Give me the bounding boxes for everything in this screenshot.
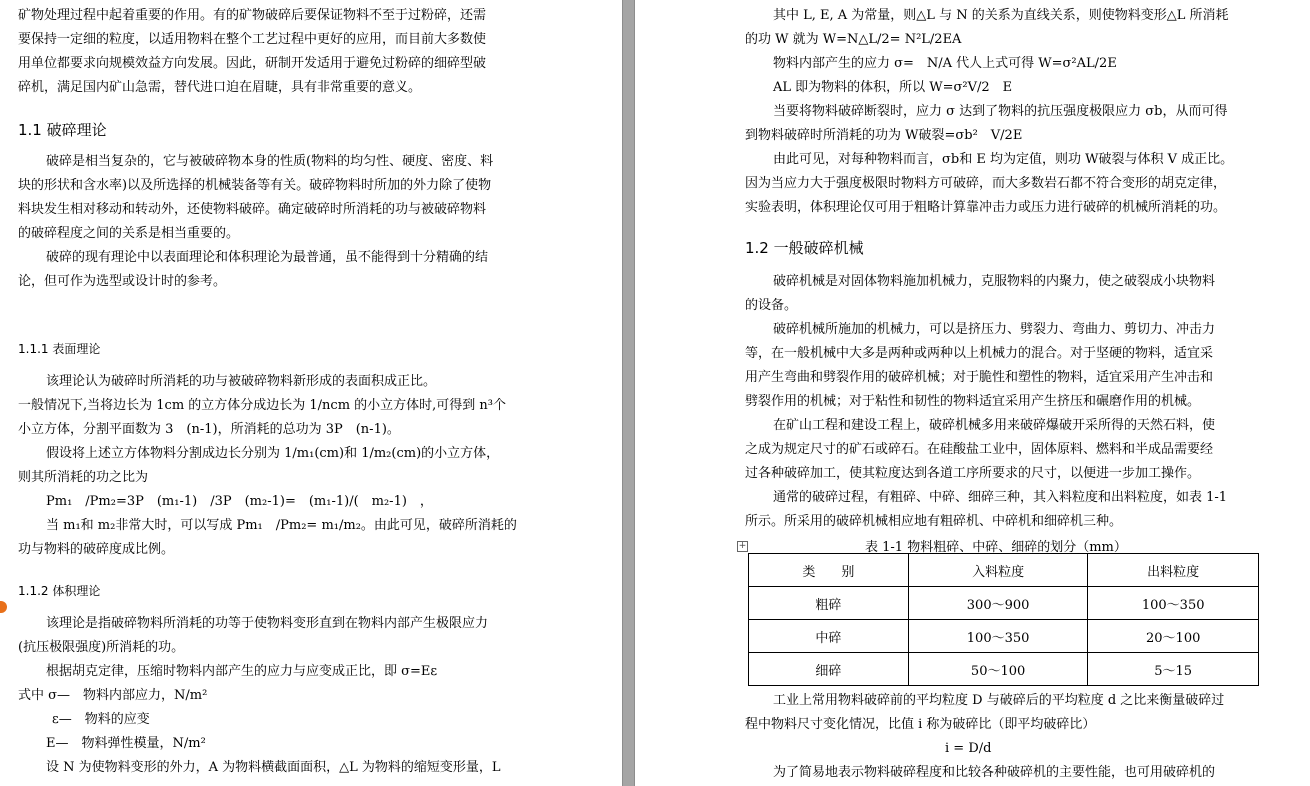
section-1-2-body: [745, 270, 1227, 534]
comment-marker-icon[interactable]: [0, 601, 7, 613]
text-line: 之成为规定尺寸的矿石或碎石。在硅酸盐工业中，固体原料、燃料和半成品需要经: [745, 442, 1214, 457]
text-line: 程中物料尺寸变化情况，比值 i 称为破碎比（即平均破碎比）: [745, 717, 1096, 732]
section-1-1-1-body: [18, 370, 517, 562]
text-line: 一般情况下,当将边长为 1cm 的立方体分成边长为 1/ncm 的小立方体时,可得到 n³个: [18, 398, 507, 413]
text-line: 块的形状和含水率)以及所选择的机械装备等有关。破碎物料时所加的外力除了使物: [18, 178, 492, 193]
text-line: 假设将上述立方体物料分割成边长分别为 1/m₁(cm)和 1/m₂(cm)的小立方体，: [46, 446, 500, 461]
text-line: E— 物料弹性模量，N/m²: [46, 736, 206, 751]
heading-1-2: 1.2 一般破碎机械: [745, 239, 864, 257]
text-line: 的设备。: [745, 298, 798, 313]
right-document-page[interactable]: [635, 0, 1310, 786]
table-cell: 20～100: [1088, 620, 1259, 653]
text-line: 破碎的现有理论中以表面理论和体积理论为最普通，虽不能得到十分精确的结: [46, 250, 489, 265]
text-line: 破碎机械是对固体物料施加机械力，克服物料的内聚力，使之破裂成小块物料: [773, 274, 1216, 289]
text-line: 用单位都要求向规模效益方向发展。因此，研制开发适用于避免过粉碎的细碎型破: [18, 56, 487, 71]
table-cell: 100～350: [1088, 587, 1259, 620]
text-line: 论，但可作为选型或设计时的参考。: [18, 274, 227, 289]
text-line: 工业上常用物料破碎前的平均粒度 D 与破碎后的平均粒度 d 之比来衡量破碎过: [773, 693, 1225, 708]
text-line: 小立方体，分割平面数为 3 (n-1)，所消耗的总功为 3P (n-1)。: [18, 422, 400, 437]
table-row: [749, 653, 1259, 686]
table-cell: 5～15: [1088, 653, 1259, 686]
text-line: 碎机，满足国内矿山急需，替代进口迫在眉睫，具有非常重要的意义。: [18, 80, 422, 95]
text-line: ε— 物料的应变: [52, 712, 150, 727]
table-cell: 粗碎: [749, 587, 909, 620]
table-row: [749, 587, 1259, 620]
text-line: 所示。所采用的破碎机械相应地有粗碎机、中碎机和细碎机三种。: [745, 514, 1123, 529]
text-line: 矿物处理过程中起着重要的作用。有的矿物破碎后要保证物料不至于过粉碎，还需: [18, 8, 487, 23]
table-caption: 表 1-1 物料粗碎、中碎、细碎的划分（mm）: [865, 540, 1127, 555]
text-line: 式中 σ— 物料内部应力，N/m²: [18, 688, 208, 703]
formula-line: i = D/d: [945, 741, 992, 756]
text-line: 实验表明，体积理论仅可用于粗略计算靠冲击力或压力进行破碎的机械所消耗的功。: [745, 200, 1227, 215]
text-line: 功与物料的破碎度成比例。: [18, 542, 175, 557]
table-cell: 300～900: [908, 587, 1088, 620]
text-line: 的破碎程度之间的关系是相当重要的。: [18, 226, 240, 241]
text-line: 则其所消耗的功之比为: [18, 470, 149, 485]
text-line: 要保持一定细的粒度，以适用物料在整个工艺过程中更好的应用，而目前大多数使: [18, 32, 487, 47]
crushing-ratio-paragraph: [745, 689, 1224, 785]
text-line: 破碎是相当复杂的，它与被破碎物本身的性质(物料的均匀性、硬度、密度、料: [46, 154, 494, 169]
text-line: 通常的破碎过程，有粗碎、中碎、细碎三种，其入料粒度和出料粒度，如表 1-1: [773, 490, 1228, 505]
text-line: Pm₁ /Pm₂=3P (m₁-1) /3P (m₂-1)= (m₁-1)/( m₂-1) ，: [46, 494, 433, 509]
intro-paragraph: [18, 4, 486, 100]
text-line: 到物料破碎时所消耗的功为 W破裂=σb² V/2E: [745, 128, 1023, 143]
text-line: 因为当应力大于强度极限时物料方可破碎，而大多数岩石都不符合变形的胡克定律，: [745, 176, 1227, 191]
text-line: 根据胡克定律，压缩时物料内部产生的应力与应变成正比，即 σ=Eε: [46, 664, 438, 679]
header-cell: 类 别: [749, 554, 909, 587]
volume-theory-continued: [745, 4, 1233, 220]
text-line: 当要将物料破碎断裂时，应力 σ 达到了物料的抗压强度极限应力 σb，从而可得: [773, 104, 1228, 119]
header-cell: 出料粒度: [1088, 554, 1259, 587]
crushing-classification-table[interactable]: [748, 553, 1259, 686]
text-line: 等，在一般机械中大多是两种或两种以上机械力的混合。对于坚硬的物料，适宜采: [745, 346, 1214, 361]
heading-1-1-2: 1.1.2 体积理论: [18, 584, 101, 598]
text-line: 该理论认为破碎时所消耗的功与被破碎物料新形成的表面积成正比。: [46, 374, 437, 389]
left-document-page[interactable]: [0, 0, 622, 786]
text-line: 其中 L, E, A 为常量，则△L 与 N 的关系为直线关系，则使物料变形△L 所消耗: [773, 8, 1229, 23]
table-cell: 中碎: [749, 620, 909, 653]
text-line: 当 m₁和 m₂非常大时，可以写成 Pm₁ /Pm₂= m₁/m₂。由此可见，破碎所消耗的: [46, 518, 517, 533]
section-1-1-2-body: [18, 612, 501, 780]
text-line: 为了简易地表示物料破碎程度和比较各种破碎机的主要性能，也可用破碎机的: [773, 765, 1216, 780]
text-line: 劈裂作用的机械；对于粘性和韧性的物料适宜采用产生挤压和碾磨作用的机械。: [745, 394, 1201, 409]
text-line: AL 即为物料的体积，所以 W=σ²V/2 E: [773, 80, 1013, 95]
page-gutter: [622, 0, 635, 786]
table-cell: 50～100: [908, 653, 1088, 686]
section-1-1-body: [18, 150, 493, 294]
text-line: 的功 W 就为 W=N△L/2= N²L/2EA: [745, 32, 962, 47]
text-line: (抗压极限强度)所消耗的功。: [18, 640, 185, 655]
text-line: 用产生弯曲和劈裂作用的破碎机械；对于脆性和塑性的物料，适宜采用产生冲击和: [745, 370, 1214, 385]
text-line: 破碎机械所施加的机械力，可以是挤压力、劈裂力、弯曲力、剪切力、冲击力: [773, 322, 1216, 337]
heading-1-1-1: 1.1.1 表面理论: [18, 342, 101, 356]
text-line: 设 N 为使物料变形的外力，A 为物料横截面面积，△L 为物料的缩短变形量，L: [46, 760, 501, 775]
text-line: 料块发生相对移动和转动外，还使物料破碎。确定破碎时所消耗的功与被破碎物料: [18, 202, 487, 217]
text-line: 物料内部产生的应力 σ= N/A 代人上式可得 W=σ²AL/2E: [773, 56, 1117, 71]
text-line: 该理论是指破碎物料所消耗的功等于使物料变形直到在物料内部产生极限应力: [46, 616, 489, 631]
header-cell: 入料粒度: [908, 554, 1088, 587]
table-move-handle-icon[interactable]: +: [738, 541, 747, 551]
table-cell: 100～350: [908, 620, 1088, 653]
table-cell: 细碎: [749, 653, 909, 686]
heading-1-1: 1.1 破碎理论: [18, 121, 107, 139]
text-line: 过各种破碎加工，使其粒度达到各道工序所要求的尺寸，以便进一步加工操作。: [745, 466, 1201, 481]
text-line: 在矿山工程和建设工程上，破碎机械多用来破碎爆破开采所得的天然石料，使: [773, 418, 1216, 433]
table-row: [749, 620, 1259, 653]
table-header-row: [749, 554, 1259, 587]
text-line: 由此可见，对每种物料而言，σb和 E 均为定值，则功 W破裂与体积 V 成正比。: [773, 152, 1234, 167]
